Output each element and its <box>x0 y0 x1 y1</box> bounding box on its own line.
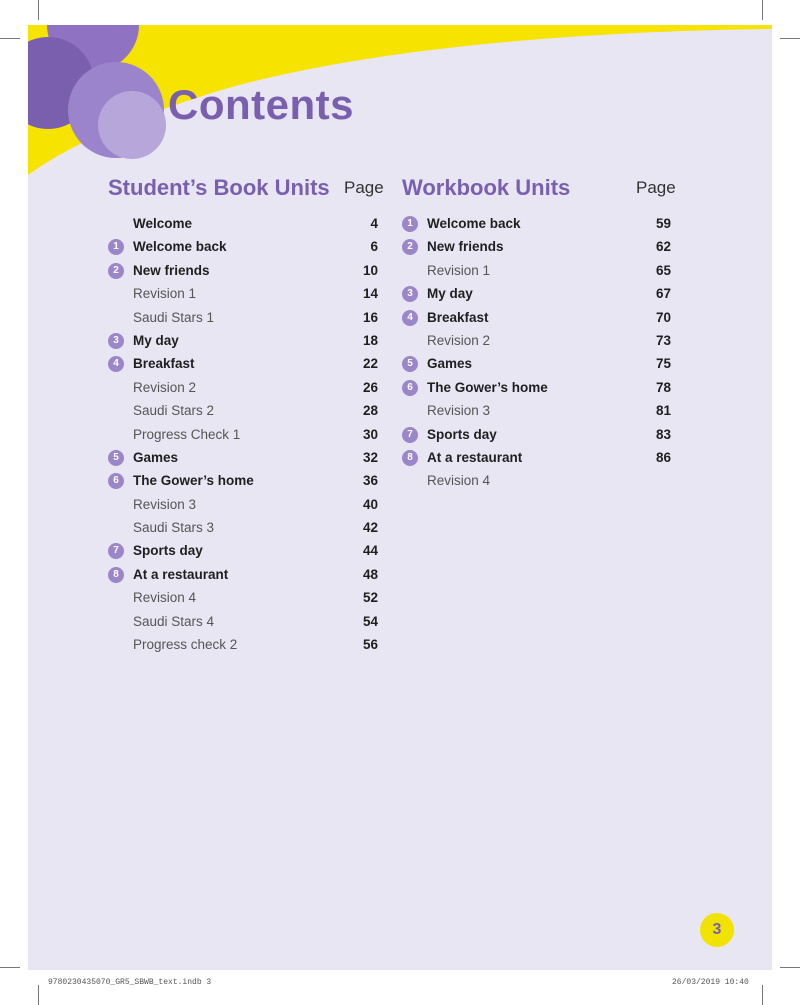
page-reference: 54 <box>362 613 378 629</box>
unit-title: Welcome back <box>427 216 521 231</box>
crop-mark <box>762 985 763 1005</box>
contents-row <box>402 214 671 237</box>
unit-title: Revision 1 <box>133 286 197 302</box>
unit-title: Saudi Stars 3 <box>133 520 215 536</box>
unit-number-badge: 8 <box>402 450 418 466</box>
page-reference: 26 <box>362 379 378 395</box>
crop-mark <box>0 38 20 39</box>
contents-row <box>108 471 378 494</box>
contents-row <box>108 612 378 635</box>
unit-title: Welcome back <box>133 239 227 255</box>
unit-number-badge: 3 <box>402 286 418 302</box>
contents-row <box>108 565 378 588</box>
unit-number-badge: 7 <box>108 543 124 559</box>
contents-row <box>108 378 378 401</box>
crop-mark <box>780 967 800 968</box>
contents-row <box>108 518 378 541</box>
contents-row <box>108 308 378 331</box>
page-reference: 40 <box>362 496 378 512</box>
unit-title: Progress Check 1 <box>133 426 241 442</box>
students-book-list <box>108 214 378 658</box>
unit-number-badge: 5 <box>402 356 418 372</box>
unit-title: Revision 4 <box>427 473 491 489</box>
page-reference: 65 <box>655 262 671 278</box>
contents-row <box>402 308 671 331</box>
contents-row <box>108 588 378 611</box>
crop-mark <box>0 967 20 968</box>
contents-row <box>402 261 671 284</box>
unit-number-badge: 2 <box>108 263 124 279</box>
contents-row <box>108 331 378 354</box>
page-reference: 22 <box>362 356 378 372</box>
page-reference: 56 <box>362 637 378 653</box>
workbook-list <box>402 214 671 495</box>
contents-row <box>402 331 671 354</box>
unit-number-badge: 4 <box>402 310 418 326</box>
page-reference: 30 <box>362 426 378 442</box>
page-title: Contents <box>168 81 354 128</box>
contents-row <box>108 448 378 471</box>
page-reference: 62 <box>655 239 671 255</box>
unit-title: Saudi Stars 2 <box>133 403 215 419</box>
contents-row <box>108 354 378 377</box>
unit-title: Sports day <box>427 426 497 442</box>
unit-number-badge: 6 <box>402 380 418 396</box>
page-reference: 4 <box>370 216 378 231</box>
unit-number-badge: 3 <box>108 333 124 349</box>
contents-row <box>402 401 671 424</box>
page-reference: 16 <box>362 309 378 325</box>
contents-row <box>108 237 378 260</box>
contents-row <box>402 425 671 448</box>
contents-page <box>28 25 772 970</box>
unit-title: Breakfast <box>133 356 195 372</box>
page-reference: 83 <box>655 426 671 442</box>
page-reference: 75 <box>655 356 671 372</box>
page-reference: 32 <box>362 449 378 465</box>
crop-mark <box>780 38 800 39</box>
page-reference: 6 <box>370 239 378 255</box>
unit-title: Saudi Stars 1 <box>133 309 215 325</box>
page-reference: 28 <box>362 403 378 419</box>
unit-title: Revision 3 <box>427 403 491 419</box>
contents-row <box>402 448 671 471</box>
unit-number-badge: 1 <box>402 216 418 232</box>
page-column-heading: Page <box>344 178 384 197</box>
unit-title: Revision 4 <box>133 590 197 606</box>
unit-title: Welcome <box>133 216 193 231</box>
unit-title: Revision 2 <box>427 332 491 348</box>
unit-number-badge: 2 <box>402 239 418 255</box>
page-reference: 81 <box>655 403 671 419</box>
contents-row <box>402 354 671 377</box>
contents-row <box>402 378 671 401</box>
unit-number-badge: 4 <box>108 356 124 372</box>
page-number: 3 <box>700 913 734 947</box>
contents-row <box>108 214 378 237</box>
unit-title: Games <box>133 449 179 465</box>
unit-title: Progress check 2 <box>133 637 238 653</box>
contents-row <box>402 237 671 260</box>
contents-row <box>108 261 378 284</box>
contents-row <box>108 495 378 518</box>
page-column-heading: Page <box>636 178 676 197</box>
unit-title: Revision 3 <box>133 496 197 512</box>
workbook-heading: Workbook Units <box>402 175 571 200</box>
page-reference: 14 <box>362 286 378 302</box>
unit-number-badge: 7 <box>402 427 418 443</box>
unit-title: The Gower’s home <box>133 473 254 489</box>
unit-number-badge: 8 <box>108 567 124 583</box>
unit-title: Games <box>427 356 473 372</box>
decorative-banner <box>28 25 772 175</box>
print-slug-right: 26/03/2019 10:40 <box>672 978 749 987</box>
contents-row <box>108 425 378 448</box>
page-reference: 52 <box>362 590 378 606</box>
unit-number-badge: 5 <box>108 450 124 466</box>
crop-mark <box>762 0 763 20</box>
print-slug-left: 9780230435070_GR5_SBWB_text.indb 3 <box>48 978 212 987</box>
contents-row <box>108 541 378 564</box>
unit-title: Saudi Stars 4 <box>133 613 215 629</box>
contents-row <box>402 471 671 494</box>
unit-title: Sports day <box>133 543 203 559</box>
page-reference: 86 <box>655 449 671 465</box>
unit-title: The Gower’s home <box>427 379 548 395</box>
unit-title: Revision 1 <box>427 262 491 278</box>
contents-row <box>402 284 671 307</box>
crop-mark <box>38 0 39 20</box>
unit-title: At a restaurant <box>427 449 523 465</box>
unit-number-badge: 6 <box>108 473 124 489</box>
students-book-heading: Student’s Book Units <box>108 175 330 200</box>
page-reference: 59 <box>655 216 671 231</box>
unit-title: My day <box>133 332 179 348</box>
page-reference: 73 <box>655 332 671 348</box>
unit-title: My day <box>427 286 473 302</box>
page-reference: 70 <box>655 309 671 325</box>
page-reference: 42 <box>362 520 378 536</box>
unit-number-badge: 1 <box>108 239 124 255</box>
page-reference: 67 <box>655 286 671 302</box>
unit-title: New friends <box>427 239 504 255</box>
unit-title: Breakfast <box>427 309 489 325</box>
page-reference: 48 <box>362 566 378 582</box>
contents-row <box>108 401 378 424</box>
page-reference: 78 <box>655 379 671 395</box>
contents-row <box>108 635 378 658</box>
page-reference: 18 <box>362 332 378 348</box>
page-reference: 44 <box>362 543 378 559</box>
page-reference: 36 <box>362 473 378 489</box>
unit-title: Revision 2 <box>133 379 197 395</box>
crop-mark <box>38 985 39 1005</box>
unit-title: New friends <box>133 262 210 278</box>
page-reference: 10 <box>362 262 378 278</box>
unit-title: At a restaurant <box>133 566 229 582</box>
contents-row <box>108 284 378 307</box>
